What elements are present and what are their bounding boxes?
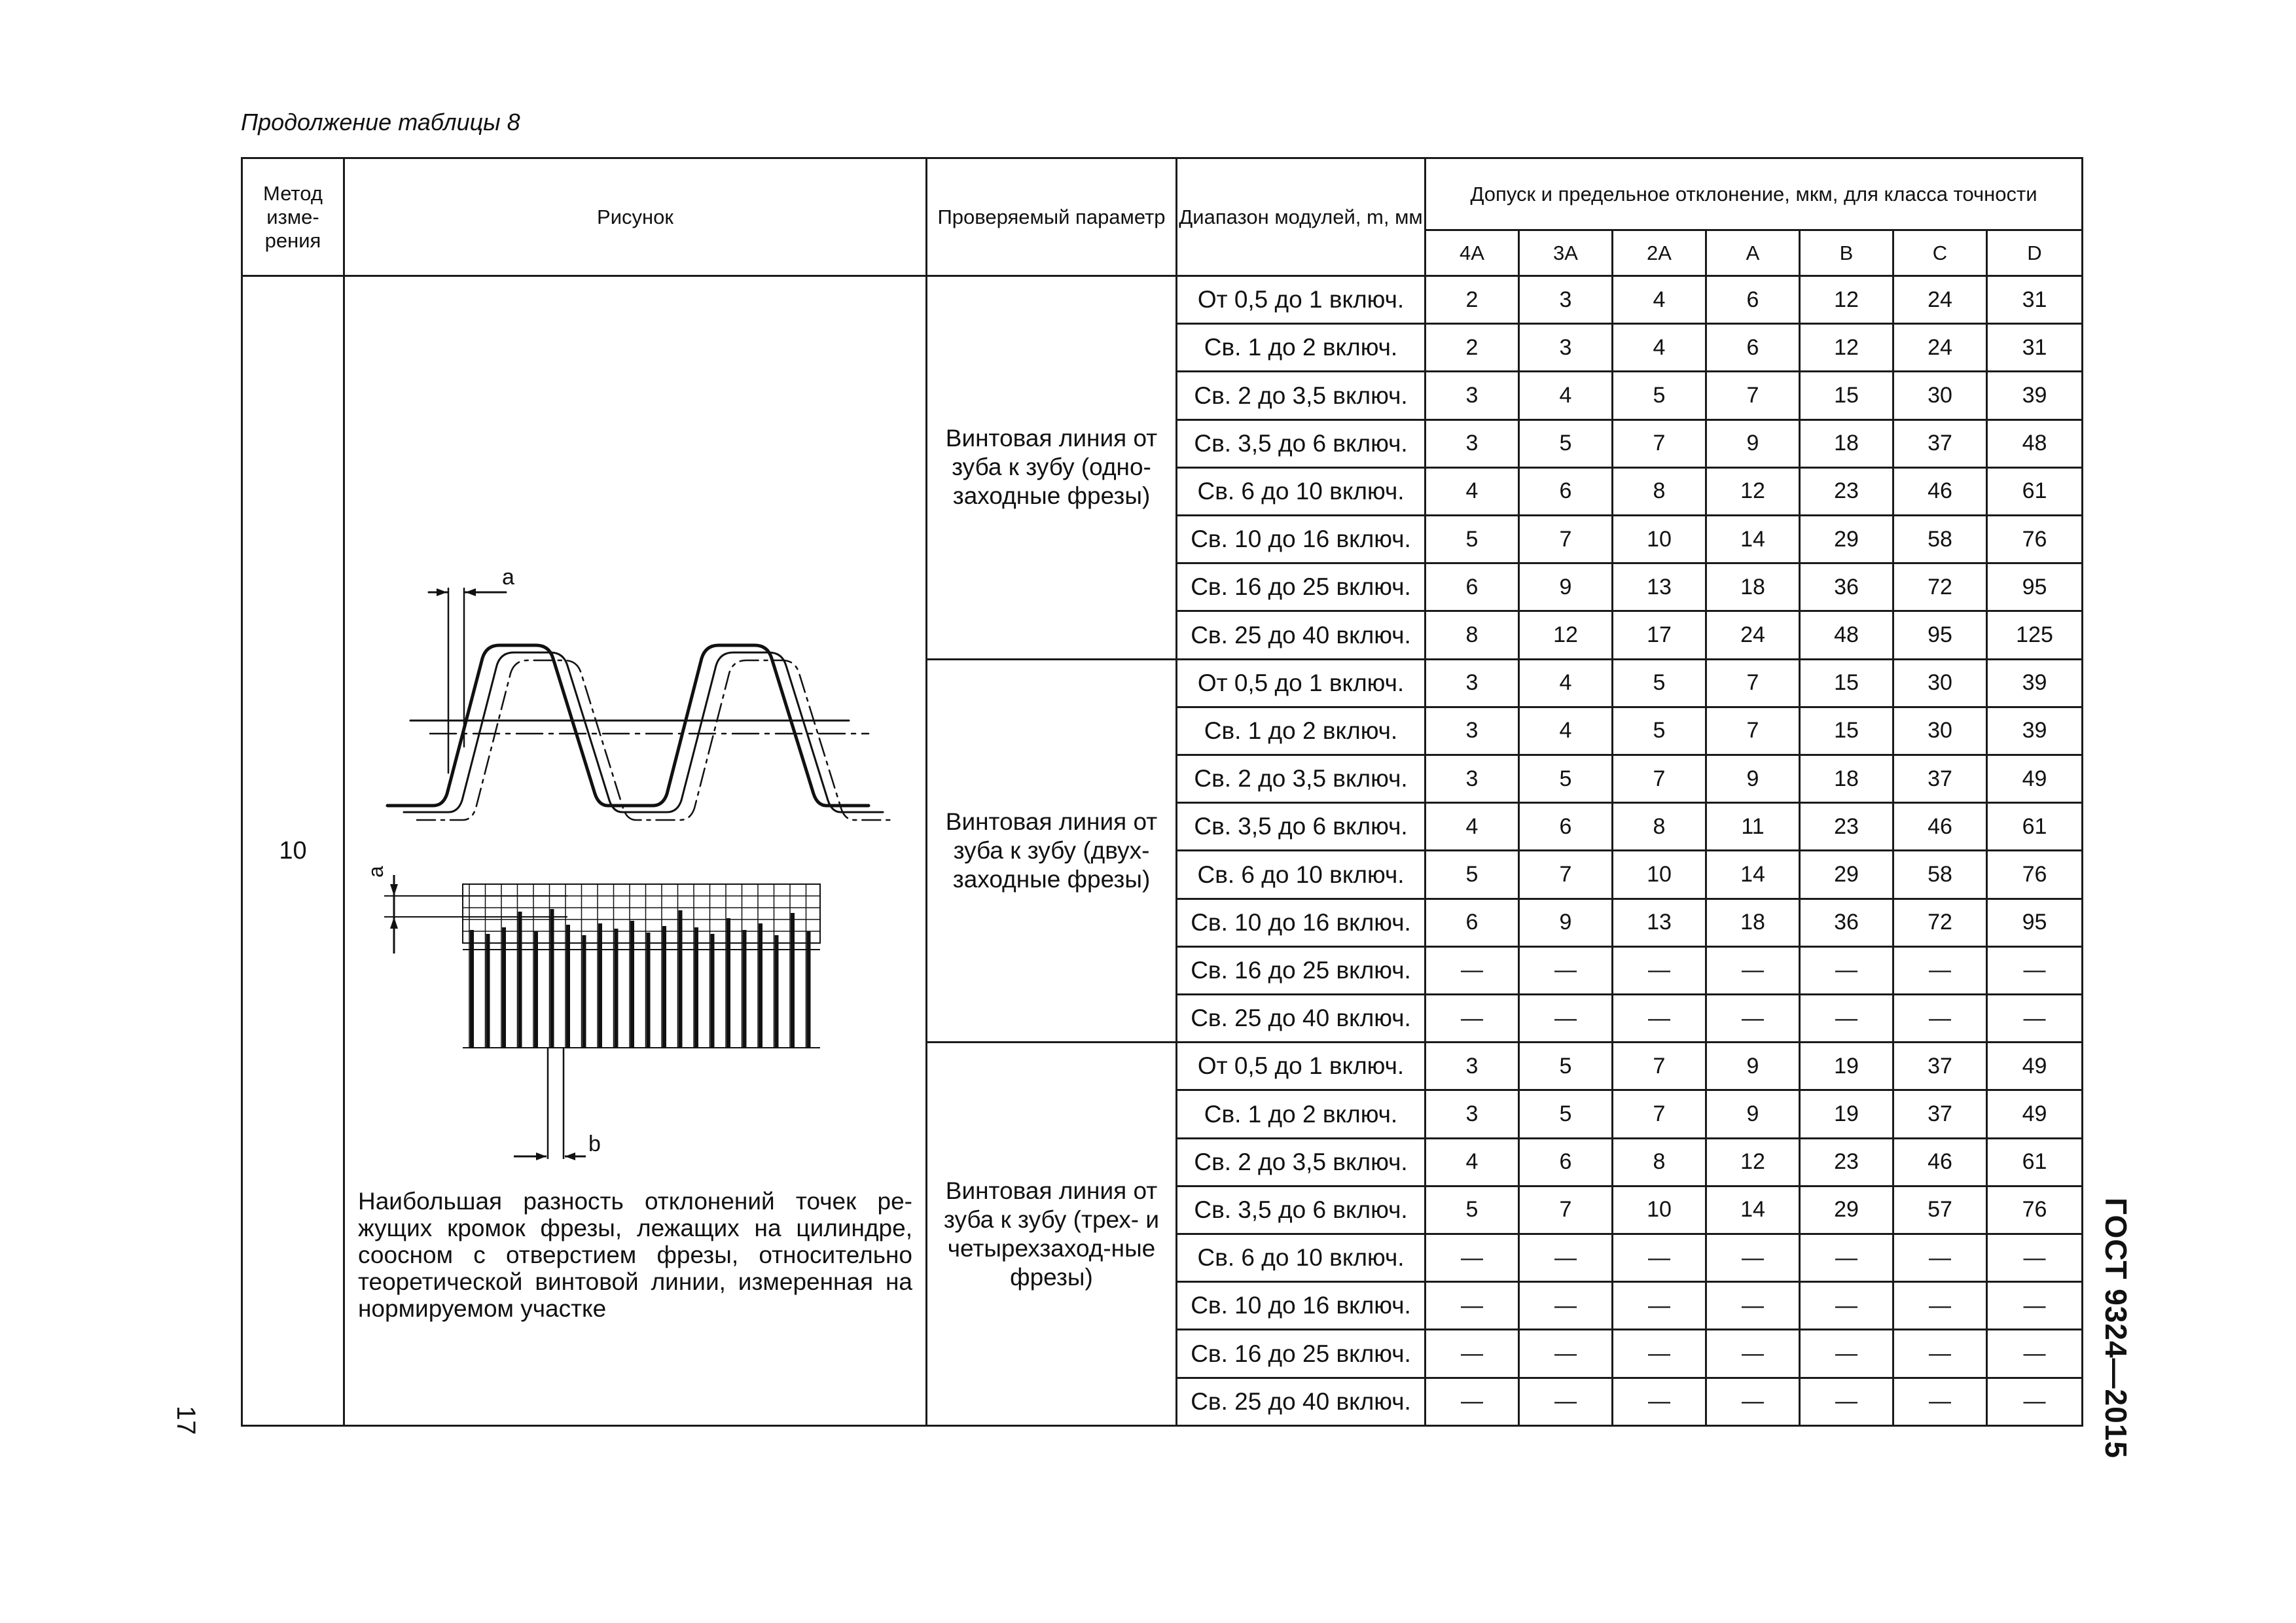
module-range: Св. 10 до 16 включ.: [1177, 1282, 1426, 1330]
tolerance-value: 7: [1613, 755, 1706, 803]
page-number: 17: [171, 1406, 200, 1435]
tolerance-value: —: [1426, 946, 1519, 994]
tolerance-value: 7: [1613, 1043, 1706, 1090]
tolerance-value: 5: [1519, 1043, 1613, 1090]
tolerance-value: 76: [1987, 1186, 2083, 1234]
header-class: 2А: [1613, 230, 1706, 276]
tolerance-value: 4: [1426, 1138, 1519, 1186]
tolerance-value: 8: [1426, 611, 1519, 659]
tolerance-value: —: [1519, 1330, 1613, 1378]
header-class: 3А: [1519, 230, 1613, 276]
tolerance-value: 7: [1519, 851, 1613, 899]
tolerance-value: 58: [1893, 516, 1987, 563]
tolerance-value: —: [1893, 1330, 1987, 1378]
tolerance-value: 10: [1613, 1186, 1706, 1234]
tolerance-value: 46: [1893, 1138, 1987, 1186]
tolerance-value: 10: [1613, 516, 1706, 563]
method-description: Наибольшая разность отклонений точек ре-жущих кромок фрезы, лежащих на цилиндре, соосном с отверстием фрезы, относительно теоретической винтовой линии, измеренная на нормируемом участке: [358, 1187, 912, 1322]
tolerance-value: 37: [1893, 1043, 1987, 1090]
tolerance-value: —: [1800, 1330, 1893, 1378]
tolerance-value: 13: [1613, 563, 1706, 611]
tolerance-value: —: [1800, 946, 1893, 994]
tolerance-value: 3: [1426, 1043, 1519, 1090]
tolerance-value: 39: [1987, 372, 2083, 419]
tolerance-value: 3: [1519, 324, 1613, 372]
tolerance-value: 3: [1426, 419, 1519, 467]
tolerance-value: —: [1613, 1282, 1706, 1330]
measurement-diagram: [345, 380, 925, 1179]
tolerance-value: 29: [1800, 516, 1893, 563]
tolerance-value: —: [1987, 1330, 2083, 1378]
tolerance-value: 61: [1987, 467, 2083, 515]
header-method: Метод изме-рения: [242, 158, 344, 276]
checked-parameter: Винтовая линия от зуба к зубу (трех- и четырехзаход-ные фрезы): [927, 1043, 1177, 1426]
tolerance-value: —: [1706, 1330, 1800, 1378]
tolerance-value: —: [1613, 1330, 1706, 1378]
tolerance-value: 29: [1800, 851, 1893, 899]
tolerance-value: 12: [1706, 1138, 1800, 1186]
tolerance-value: 7: [1519, 1186, 1613, 1234]
header-module-range: Диапазон модулей, m, мм: [1177, 158, 1426, 276]
tooth-profile-diagram: [387, 588, 895, 820]
standard-designation: ГОСТ 9324—2015: [2099, 1198, 2133, 1459]
tolerance-value: 6: [1519, 467, 1613, 515]
tolerance-value: 12: [1800, 276, 1893, 324]
tolerance-value: 18: [1800, 755, 1893, 803]
tolerance-value: 24: [1706, 611, 1800, 659]
tolerance-value: 3: [1519, 276, 1613, 324]
tolerance-value: —: [1893, 946, 1987, 994]
tolerance-value: —: [1519, 1234, 1613, 1282]
tolerance-value: 95: [1893, 611, 1987, 659]
tolerance-value: —: [1426, 1378, 1519, 1425]
tolerance-value: —: [1893, 1378, 1987, 1425]
tolerance-value: —: [1800, 995, 1893, 1043]
header-class: А: [1706, 230, 1800, 276]
tolerance-value: 9: [1706, 1090, 1800, 1138]
tolerance-value: 95: [1987, 899, 2083, 946]
tolerance-value: 19: [1800, 1043, 1893, 1090]
tolerance-value: 3: [1426, 1090, 1519, 1138]
tolerance-table: [241, 157, 2083, 1427]
tolerance-value: 9: [1706, 1043, 1800, 1090]
tolerance-value: 5: [1519, 755, 1613, 803]
module-range: Св. 6 до 10 включ.: [1177, 467, 1426, 515]
tolerance-value: 7: [1706, 372, 1800, 419]
header-figure: Рисунок: [344, 158, 927, 276]
tolerance-value: 3: [1426, 659, 1519, 707]
tolerance-value: 3: [1426, 372, 1519, 419]
module-range: Св. 1 до 2 включ.: [1177, 1090, 1426, 1138]
tolerance-value: 9: [1519, 899, 1613, 946]
tolerance-value: 11: [1706, 803, 1800, 851]
tolerance-value: 4: [1613, 276, 1706, 324]
module-range: Св. 25 до 40 включ.: [1177, 611, 1426, 659]
tolerance-value: 15: [1800, 659, 1893, 707]
tolerance-value: —: [1426, 1330, 1519, 1378]
table-row: [242, 276, 2083, 324]
tolerance-value: 3: [1426, 707, 1519, 755]
tolerance-value: 3: [1426, 755, 1519, 803]
table-caption: Продолжение таблицы 8: [241, 109, 520, 135]
tolerance-value: —: [1426, 995, 1519, 1043]
tolerance-value: 14: [1706, 516, 1800, 563]
tolerance-value: —: [1519, 995, 1613, 1043]
module-range: Св. 25 до 40 включ.: [1177, 1378, 1426, 1425]
tolerance-value: 31: [1987, 324, 2083, 372]
tolerance-value: 4: [1519, 372, 1613, 419]
tolerance-value: 39: [1987, 659, 2083, 707]
tolerance-value: 36: [1800, 899, 1893, 946]
module-range: Св. 3,5 до 6 включ.: [1177, 803, 1426, 851]
tolerance-value: 95: [1987, 563, 2083, 611]
tolerance-value: 72: [1893, 899, 1987, 946]
tolerance-value: —: [1987, 995, 2083, 1043]
module-range: Св. 3,5 до 6 включ.: [1177, 1186, 1426, 1234]
tolerance-value: —: [1800, 1282, 1893, 1330]
header-class: В: [1800, 230, 1893, 276]
tolerance-value: 18: [1800, 419, 1893, 467]
tolerance-value: 61: [1987, 1138, 2083, 1186]
tolerance-value: 5: [1613, 707, 1706, 755]
tolerance-value: 14: [1706, 851, 1800, 899]
tolerance-value: 125: [1987, 611, 2083, 659]
module-range: Св. 1 до 2 включ.: [1177, 707, 1426, 755]
checked-parameter: Винтовая линия от зуба к зубу (одно-заходные фрезы): [927, 276, 1177, 660]
checked-parameter: Винтовая линия от зуба к зубу (двух-заходные фрезы): [927, 659, 1177, 1043]
dimension-label-b: b: [588, 1131, 601, 1156]
tolerance-value: —: [1519, 1378, 1613, 1425]
tolerance-value: —: [1426, 1234, 1519, 1282]
tolerance-value: 37: [1893, 755, 1987, 803]
deviation-grid-diagram: [384, 875, 820, 1160]
tolerance-value: —: [1613, 1378, 1706, 1425]
tolerance-value: 14: [1706, 1186, 1800, 1234]
tolerance-value: 6: [1426, 899, 1519, 946]
tolerance-value: 5: [1613, 372, 1706, 419]
module-range: Св. 10 до 16 включ.: [1177, 899, 1426, 946]
module-range: Св. 1 до 2 включ.: [1177, 324, 1426, 372]
tolerance-value: 13: [1613, 899, 1706, 946]
tolerance-value: —: [1706, 946, 1800, 994]
module-range: От 0,5 до 1 включ.: [1177, 1043, 1426, 1090]
tolerance-value: 10: [1613, 851, 1706, 899]
tolerance-value: 37: [1893, 1090, 1987, 1138]
tolerance-value: 6: [1706, 276, 1800, 324]
tolerance-value: —: [1987, 1234, 2083, 1282]
tolerance-value: 8: [1613, 1138, 1706, 1186]
header-parameter: Проверяемый параметр: [927, 158, 1177, 276]
tolerance-value: —: [1519, 946, 1613, 994]
module-range: Св. 16 до 25 включ.: [1177, 946, 1426, 994]
tolerance-value: 5: [1519, 1090, 1613, 1138]
tolerance-value: 12: [1706, 467, 1800, 515]
tolerance-value: 58: [1893, 851, 1987, 899]
tolerance-value: 49: [1987, 1090, 2083, 1138]
tolerance-value: 9: [1706, 755, 1800, 803]
module-range: От 0,5 до 1 включ.: [1177, 276, 1426, 324]
dimension-label-a: a: [502, 564, 514, 590]
tolerance-value: 37: [1893, 419, 1987, 467]
tolerance-value: 4: [1426, 803, 1519, 851]
tolerance-value: —: [1519, 1282, 1613, 1330]
module-range: Св. 2 до 3,5 включ.: [1177, 1138, 1426, 1186]
tolerance-value: 7: [1706, 707, 1800, 755]
tolerance-value: —: [1706, 1378, 1800, 1425]
header-class: С: [1893, 230, 1987, 276]
dimension-label-a-grid: a: [364, 865, 387, 878]
tolerance-value: 12: [1800, 324, 1893, 372]
tolerance-value: 18: [1706, 563, 1800, 611]
tolerance-value: 5: [1519, 419, 1613, 467]
figure-cell: [344, 276, 927, 1426]
tolerance-value: —: [1706, 1234, 1800, 1282]
tolerance-value: —: [1613, 995, 1706, 1043]
module-range: Св. 2 до 3,5 включ.: [1177, 372, 1426, 419]
tolerance-value: —: [1426, 1282, 1519, 1330]
tolerance-value: 4: [1613, 324, 1706, 372]
tolerance-value: 19: [1800, 1090, 1893, 1138]
tolerance-value: 6: [1426, 563, 1519, 611]
tolerance-value: 48: [1800, 611, 1893, 659]
tolerance-value: 15: [1800, 372, 1893, 419]
tolerance-value: 18: [1706, 899, 1800, 946]
module-range: Св. 25 до 40 включ.: [1177, 995, 1426, 1043]
tolerance-value: 9: [1706, 419, 1800, 467]
tolerance-value: 23: [1800, 803, 1893, 851]
tolerance-value: 4: [1519, 707, 1613, 755]
tolerance-value: —: [1800, 1378, 1893, 1425]
tolerance-value: 7: [1519, 516, 1613, 563]
tolerance-value: 57: [1893, 1186, 1987, 1234]
tolerance-value: 7: [1613, 1090, 1706, 1138]
tolerance-value: —: [1800, 1234, 1893, 1282]
tolerance-value: 76: [1987, 851, 2083, 899]
tolerance-value: —: [1613, 946, 1706, 994]
tolerance-value: 5: [1426, 516, 1519, 563]
tolerance-value: 49: [1987, 755, 2083, 803]
tolerance-value: —: [1613, 1234, 1706, 1282]
tolerance-value: 5: [1613, 659, 1706, 707]
tolerance-value: 5: [1426, 851, 1519, 899]
tolerance-value: 49: [1987, 1043, 2083, 1090]
tolerance-value: 6: [1706, 324, 1800, 372]
tolerance-value: 48: [1987, 419, 2083, 467]
module-range: Св. 6 до 10 включ.: [1177, 851, 1426, 899]
module-range: Св. 3,5 до 6 включ.: [1177, 419, 1426, 467]
tolerance-value: 36: [1800, 563, 1893, 611]
tolerance-value: —: [1893, 995, 1987, 1043]
tolerance-value: 7: [1613, 419, 1706, 467]
tolerance-value: —: [1987, 946, 2083, 994]
tolerance-value: 9: [1519, 563, 1613, 611]
module-range: Св. 16 до 25 включ.: [1177, 563, 1426, 611]
tolerance-value: —: [1893, 1234, 1987, 1282]
module-range: Св. 6 до 10 включ.: [1177, 1234, 1426, 1282]
module-range: Св. 2 до 3,5 включ.: [1177, 755, 1426, 803]
tolerance-value: 29: [1800, 1186, 1893, 1234]
tolerance-value: 7: [1706, 659, 1800, 707]
tolerance-value: —: [1987, 1378, 2083, 1425]
header-class: D: [1987, 230, 2083, 276]
tolerance-value: —: [1706, 995, 1800, 1043]
module-range: Св. 16 до 25 включ.: [1177, 1330, 1426, 1378]
tolerance-value: 17: [1613, 611, 1706, 659]
header-class: 4А: [1426, 230, 1519, 276]
tolerance-value: 15: [1800, 707, 1893, 755]
tolerance-value: 8: [1613, 467, 1706, 515]
tolerance-value: 12: [1519, 611, 1613, 659]
tolerance-value: 6: [1519, 803, 1613, 851]
tolerance-value: 24: [1893, 324, 1987, 372]
tolerance-value: 2: [1426, 276, 1519, 324]
tolerance-value: —: [1706, 1282, 1800, 1330]
tolerance-value: 30: [1893, 372, 1987, 419]
tolerance-value: —: [1987, 1282, 2083, 1330]
tolerance-value: 6: [1519, 1138, 1613, 1186]
tolerance-value: 72: [1893, 563, 1987, 611]
tolerance-value: 8: [1613, 803, 1706, 851]
tolerance-value: 2: [1426, 324, 1519, 372]
table-body: [242, 276, 2083, 1426]
tolerance-value: 46: [1893, 803, 1987, 851]
tolerance-value: 30: [1893, 707, 1987, 755]
tolerance-value: 31: [1987, 276, 2083, 324]
method-number: 10: [242, 276, 344, 1426]
tolerance-value: 4: [1426, 467, 1519, 515]
header-tolerance: Допуск и предельное отклонение, мкм, для класса точности: [1426, 158, 2083, 230]
tolerance-value: 5: [1426, 1186, 1519, 1234]
tolerance-value: 46: [1893, 467, 1987, 515]
tolerance-value: 61: [1987, 803, 2083, 851]
tolerance-value: 23: [1800, 1138, 1893, 1186]
tolerance-value: 39: [1987, 707, 2083, 755]
tolerance-value: 23: [1800, 467, 1893, 515]
tolerance-value: 24: [1893, 276, 1987, 324]
tolerance-value: 76: [1987, 516, 2083, 563]
module-range: От 0,5 до 1 включ.: [1177, 659, 1426, 707]
module-range: Св. 10 до 16 включ.: [1177, 516, 1426, 563]
tolerance-value: 30: [1893, 659, 1987, 707]
tolerance-value: 4: [1519, 659, 1613, 707]
tolerance-value: —: [1893, 1282, 1987, 1330]
